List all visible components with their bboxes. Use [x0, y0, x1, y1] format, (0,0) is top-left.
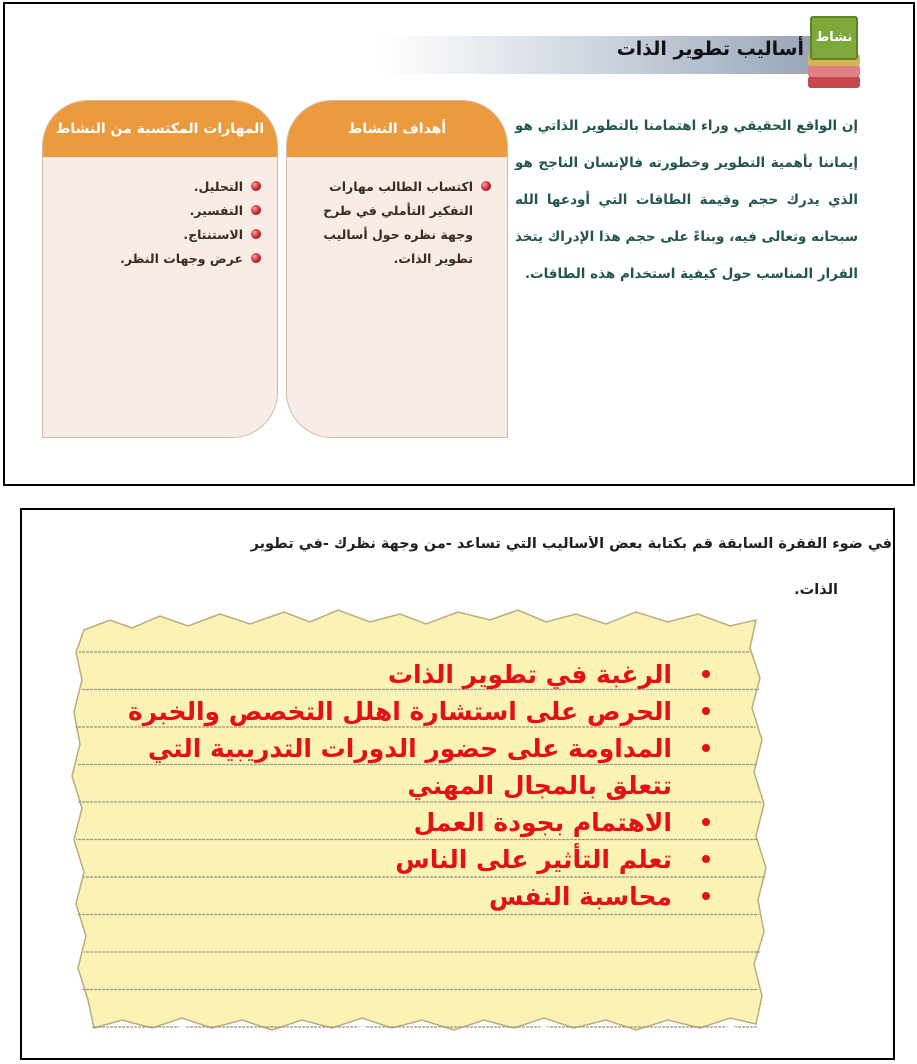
- bullet-icon: [251, 253, 261, 263]
- skills-card: [42, 100, 278, 438]
- bullet-dot-icon: [702, 670, 710, 678]
- answer-item: الرغبة في تطوير الذات: [120, 656, 730, 693]
- activity-badge: نشاط: [810, 16, 858, 60]
- book-stack-red: [808, 76, 860, 88]
- bullet-icon: [481, 181, 491, 191]
- goals-card-heading: أهداف النشاط: [287, 101, 507, 157]
- bullet-icon: [251, 181, 261, 191]
- answer-item: الحرص على استشارة اهلل التخصص والخبرة: [120, 693, 730, 730]
- skill-item: الاستنتاج.: [53, 223, 261, 247]
- activity-title: أساليب تطوير الذات: [616, 38, 804, 60]
- bullet-dot-icon: [702, 892, 710, 900]
- bullet-icon: [251, 229, 261, 239]
- skills-card-heading: المهارات المكتسبة من النشاط: [43, 101, 277, 157]
- activity-badge-books: [808, 12, 860, 98]
- bullet-icon: [251, 205, 261, 215]
- answer-item: الاهتمام بجودة العمل: [120, 804, 730, 841]
- skill-item: التفسير.: [53, 199, 261, 223]
- bullet-dot-icon: [702, 855, 710, 863]
- skill-item: التحليل.: [53, 175, 261, 199]
- bullet-dot-icon: [702, 818, 710, 826]
- goals-list: [287, 157, 507, 271]
- intro-paragraph: إن الواقع الحقيقي وراء اهتمامنا بالتطوير الذاتي هو إيماننا بأهمية التطوير وخطورته فالإنسان الناجح هو الذي يدرك حجم وقيمة الطاقات التي أودعها الله سبحانه وتعالى فيه، وبناءً على حجم هذا الإدراك يتخذ القرار المناسب حول كيفية استخدام هذه الطاقات.: [515, 118, 858, 282]
- answer-item: محاسبة النفس: [120, 878, 730, 915]
- skill-item: عرض وجهات النظر.: [53, 247, 261, 271]
- book-stack-pink: [808, 65, 860, 77]
- answer-item: المداومة على حضور الدورات التدريبية التي تتعلق بالمجال المهني: [120, 730, 730, 804]
- goal-item: اكتساب الطالب مهارات التفكير التأملي في طرح وجهة نظره حول أساليب تطوير الذات.: [297, 175, 491, 271]
- answer-item: تعلم التأثير على الناس: [120, 841, 730, 878]
- bullet-dot-icon: [702, 744, 710, 752]
- skills-list: [43, 157, 277, 271]
- bullet-dot-icon: [702, 707, 710, 715]
- exercise-instruction: في ضوء الفقرة السابقة قم بكتابة بعض الأساليب التي تساعد -من وجهة نظرك -في تطوير: [250, 536, 892, 552]
- goals-card: [286, 100, 508, 438]
- exercise-instruction-tail: الذات.: [794, 582, 838, 598]
- answers-list: [120, 656, 730, 915]
